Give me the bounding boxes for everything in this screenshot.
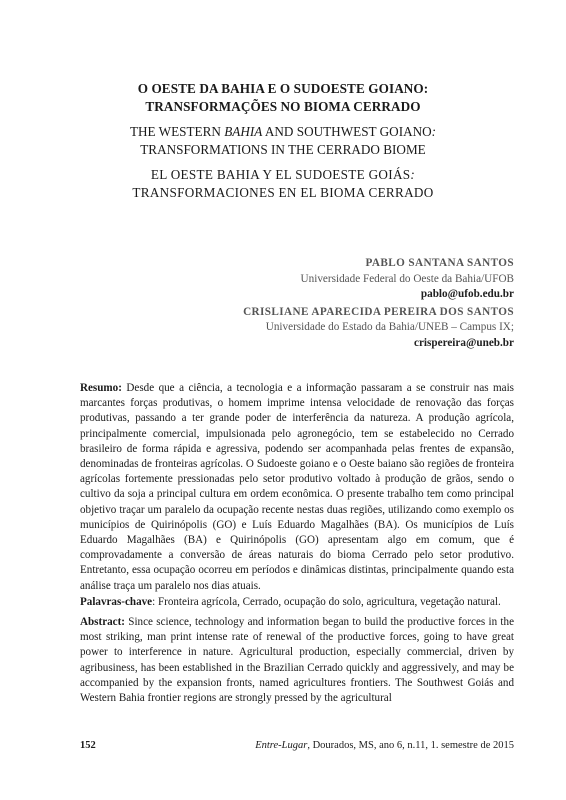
- authors-block: [243, 256, 514, 351]
- author-affiliation: Universidade do Estado da Bahia/UNEB – Campus IX;: [265, 321, 514, 333]
- author-email[interactable]: crispereira@uneb.br: [414, 336, 514, 349]
- title-en-colon: :: [431, 124, 437, 139]
- author-name: PABLO SANTANA SANTOS: [365, 257, 514, 269]
- title-en-part: THE WESTERN: [129, 124, 225, 139]
- resumo-text: Desde que a ciência, a tecnologia e a informação passaram a se construir nas mais marcantes forças produtivas, o homem imprime intensa velocidade de renovação das forças produtivas, passando a ter grande poder de interferência da natureza. A produção agrícola, principalmente comercial, impulsionada pelo agronegócio, tem se estabelecido no Cerrado brasileiro de forma rápida e agressiva, podendo ser acompanhada pelas frentes de expansão, denominadas de fronteiras agrícolas. O Sudoeste goiano e o Oeste baiano são regiões de fronteira agrícolas fortemente pressionadas pelo setor produtivo voltado à produção de grãos, sendo o cultivo da soja a principal cultura em ordem econômica. O presente trabalho tem como principal objetivo traçar um paralelo da ocupação recente nestas duas regiões, utilizando como exemplo os municípios de Quirinópolis (GO) e Luís Eduardo Magalhães (BA). Os municípios de Luís Eduardo Magalhães (BA) e Quirinópolis (GO) apresentam algo em comum, que é comprovadamente a conversão de áreas naturais do bioma Cerrado pelo setor produtivo. Entretanto, essa ocupação ocorreu em períodos e dinâmicas distintas, principalmente quando esta análise traça um paralelo nos dias atuais.: [80, 382, 515, 592]
- title-es-line2: TRANSFORMACIONES EN EL BIOMA CERRADO: [132, 185, 434, 200]
- title-portuguese: [0, 80, 566, 116]
- abstract-paragraph: [80, 615, 514, 706]
- title-pt-line2: TRANSFORMAÇÕES NO BIOMA CERRADO: [145, 99, 421, 114]
- keywords-label: Palavras-chave: [80, 596, 153, 608]
- title-pt-line1: O OESTE DA BAHIA E O SUDOESTE GOIANO:: [137, 81, 429, 96]
- resumo-label: Resumo:: [80, 382, 122, 394]
- page-number: 152: [80, 740, 96, 751]
- title-en-line2: TRANSFORMATIONS IN THE CERRADO BIOME: [140, 142, 426, 157]
- title-spanish: [0, 166, 566, 202]
- title-en-italic: BAHIA: [224, 124, 263, 139]
- abstract-label: Abstract:: [80, 616, 125, 628]
- resumo-paragraph: [80, 381, 514, 594]
- journal-details: , Dourados, MS, ano 6, n.11, 1. semestre de 2015: [307, 740, 514, 751]
- keywords-text: : Fronteira agrícola, Cerrado, ocupação do solo, agricultura, vegetação natural.: [152, 596, 501, 608]
- title-english: [0, 123, 566, 159]
- title-en-part: AND SOUTHWEST GOIANO: [262, 124, 432, 139]
- title-es-colon: :: [410, 167, 416, 182]
- author-affiliation: Universidade Federal do Oeste da Bahia/UFOB: [300, 272, 514, 285]
- abstract-text: Since science, technology and information began to build the productive forces in the most striking, man print intense rate of renewal of the productive forces, going to have great power to interference in nature. Agricultural production, especially commercial, driven by agribusiness, has been established in the Brazilian Cerrado quickly and aggressively, and may be accompanied by the expansion fronts, named agricultures frontiers. The Southwest Goiás and Western Bahia frontier regions are strongly pressed by the agricultural: [80, 616, 514, 705]
- title-es-line1: [0, 166, 566, 184]
- title-block: [0, 80, 566, 202]
- journal-name: Entre-Lugar: [255, 740, 308, 751]
- journal-citation: [255, 740, 514, 751]
- author-email[interactable]: pablo@ufob.edu.br: [420, 288, 514, 300]
- title-es-part: EL OESTE BAHIA Y EL SUDOESTE GOIÁS: [150, 167, 411, 182]
- title-en-line1: [0, 123, 566, 141]
- author-name: CRISLIANE APARECIDA PEREIRA DOS SANTOS: [243, 305, 514, 318]
- keywords-paragraph: [80, 595, 514, 610]
